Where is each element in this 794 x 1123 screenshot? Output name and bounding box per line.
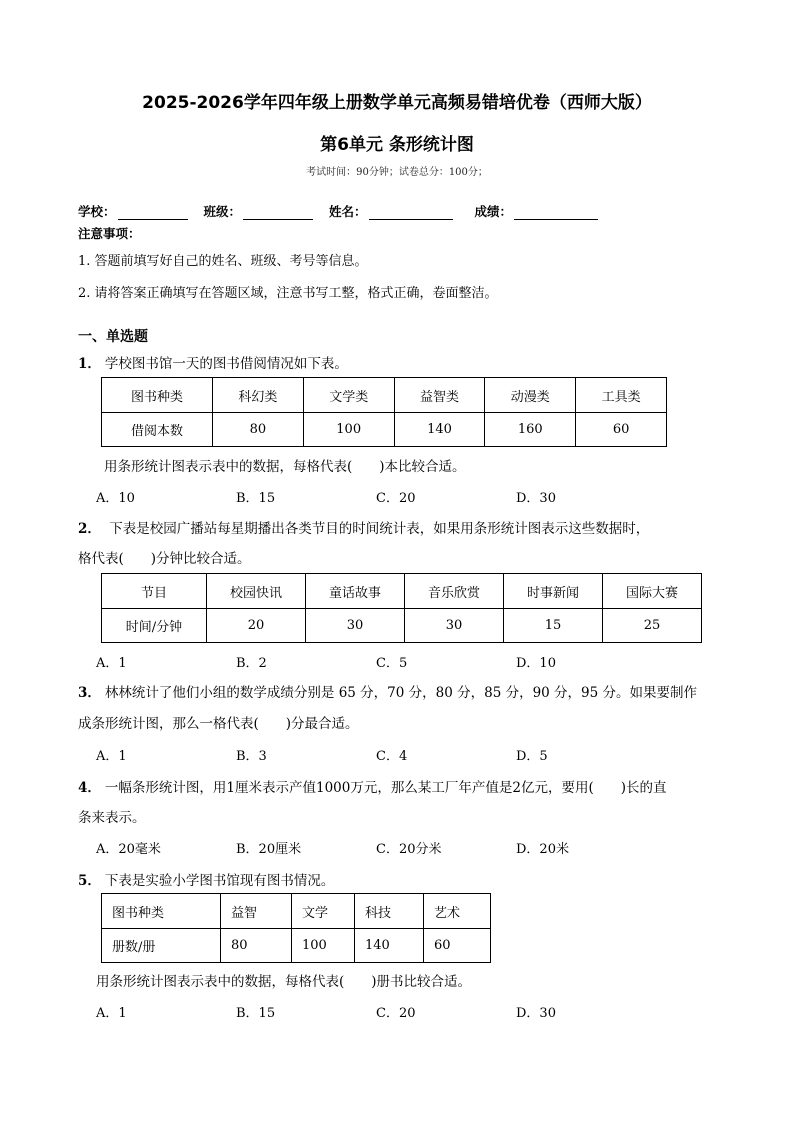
- table-cell: 20: [207, 609, 306, 643]
- table-cell: 艺术: [424, 894, 491, 929]
- name-blank[interactable]: [369, 205, 453, 220]
- table-cell: 校园快讯: [207, 574, 306, 609]
- class-label: 班级：: [203, 204, 242, 219]
- table-cell: 25: [603, 609, 702, 643]
- table-cell: 15: [504, 609, 603, 643]
- table-cell: 文学: [292, 894, 355, 929]
- option-d[interactable]: D．5: [516, 749, 548, 764]
- question-text: 一幅条形统计图，用1厘米表示产值1000万元，那么某工厂年产值是2亿元，要用( )长的直: [104, 780, 667, 796]
- options-row: [96, 838, 656, 857]
- table-cell: 图书种类: [102, 894, 221, 929]
- option-a[interactable]: A．1: [96, 749, 127, 764]
- question-text: 林林统计了他们小组的数学成绩分别是 65 分，70 分，80 分，85 分，90 分，95 分。如果要制作: [104, 685, 698, 701]
- table-cell: 册数/册: [102, 929, 221, 963]
- exam-title: 2025-2026学年四年级上册数学单元高频易错培优卷（西师大版）: [142, 93, 652, 113]
- table-cell: 100: [292, 929, 355, 963]
- option-a[interactable]: A．10: [96, 491, 135, 506]
- section-title: 一、单选题: [78, 329, 148, 345]
- score-label: 成绩：: [474, 204, 513, 219]
- table-cell: 图书种类: [102, 378, 213, 413]
- notice-item: 1. 答题前填写好自己的姓名、班级、考号等信息。: [78, 254, 368, 269]
- option-c[interactable]: C．20: [376, 491, 416, 506]
- option-d[interactable]: D．20米: [516, 842, 569, 857]
- table-cell: 音乐欣赏: [405, 574, 504, 609]
- option-c[interactable]: C．5: [376, 656, 408, 671]
- exam-info: 考试时间：90分钟；试卷总分：100分；: [306, 167, 488, 178]
- option-c[interactable]: C．4: [376, 749, 408, 764]
- class-blank[interactable]: [243, 205, 313, 220]
- option-c[interactable]: C．20: [376, 1006, 416, 1021]
- school-label: 学校：: [78, 204, 116, 219]
- table-cell: 童话故事: [306, 574, 405, 609]
- question-number: 1．: [78, 356, 101, 372]
- table-cell: 140: [394, 413, 485, 447]
- name-label: 姓名：: [329, 204, 367, 219]
- question-1: [78, 352, 348, 372]
- table-cell: 60: [424, 929, 491, 963]
- table-cell: 30: [306, 609, 405, 643]
- table-cell: 时间/分钟: [102, 609, 207, 643]
- question-text: 学校图书馆一天的图书借阅情况如下表。: [104, 356, 348, 372]
- options-row: [96, 1002, 656, 1021]
- question-2-table: [101, 573, 702, 643]
- table-cell: 益智类: [394, 378, 485, 413]
- option-d[interactable]: D．30: [516, 1006, 556, 1021]
- notice-heading: 注意事项：: [78, 226, 141, 241]
- options-row: [96, 652, 656, 671]
- option-b[interactable]: B．3: [236, 749, 267, 764]
- table-cell: 文学类: [303, 378, 394, 413]
- table-cell: 借阅本数: [102, 413, 213, 447]
- option-b[interactable]: B．15: [236, 491, 276, 506]
- table-cell: 80: [213, 413, 304, 447]
- question-text: 下表是校园广播站每星期播出各类节目的时间统计表，如果用条形统计图表示这些数据时，: [104, 521, 650, 537]
- table-cell: 30: [405, 609, 504, 643]
- question-text-cont: 成条形统计图，那么一格代表( )分最合适。: [78, 716, 359, 732]
- question-followup: 用条形统计图表示表中的数据，每格代表( )册书比较合适。: [96, 974, 472, 990]
- question-4: [78, 776, 666, 796]
- table-cell: 100: [303, 413, 394, 447]
- school-blank[interactable]: [118, 205, 188, 220]
- table-cell: 160: [485, 413, 576, 447]
- option-a[interactable]: A．20毫米: [96, 842, 161, 857]
- question-1-table: [101, 377, 667, 447]
- option-c[interactable]: C．20分米: [376, 842, 442, 857]
- table-cell: 动漫类: [485, 378, 576, 413]
- student-info-row: [78, 202, 614, 220]
- question-followup: 用条形统计图表示表中的数据，每格代表( )本比较合适。: [104, 459, 466, 475]
- table-cell: 60: [576, 413, 667, 447]
- question-5: [78, 869, 334, 889]
- option-d[interactable]: D．30: [516, 491, 556, 506]
- question-text-cont: 格代表( )分钟比较合适。: [78, 551, 251, 567]
- question-number: 3．: [78, 685, 101, 701]
- table-cell: 节目: [102, 574, 207, 609]
- question-2: [78, 517, 649, 537]
- table-cell: 益智: [221, 894, 292, 929]
- table-cell: 工具类: [576, 378, 667, 413]
- unit-title: 第6单元 条形统计图: [320, 135, 474, 155]
- score-blank[interactable]: [514, 205, 598, 220]
- table-cell: 时事新闻: [504, 574, 603, 609]
- table-cell: 科技: [355, 894, 424, 929]
- option-d[interactable]: D．10: [516, 656, 556, 671]
- option-b[interactable]: B．2: [236, 656, 267, 671]
- question-number: 2．: [78, 521, 101, 537]
- question-number: 4．: [78, 780, 101, 796]
- option-b[interactable]: B．15: [236, 1006, 276, 1021]
- table-cell: 科幻类: [213, 378, 304, 413]
- table-cell: 80: [221, 929, 292, 963]
- option-a[interactable]: A．1: [96, 656, 127, 671]
- question-text: 下表是实验小学图书馆现有图书情况。: [104, 873, 335, 889]
- options-row: [96, 745, 656, 764]
- question-number: 5．: [78, 873, 101, 889]
- table-cell: 140: [355, 929, 424, 963]
- option-a[interactable]: A．1: [96, 1006, 127, 1021]
- notice-item: 2. 请将答案正确填写在答题区域，注意书写工整，格式正确，卷面整洁。: [78, 286, 498, 301]
- options-row: [96, 487, 656, 506]
- question-3: [78, 681, 697, 701]
- table-cell: 国际大赛: [603, 574, 702, 609]
- question-text-cont: 条来表示。: [78, 810, 146, 826]
- option-b[interactable]: B．20厘米: [236, 842, 302, 857]
- question-5-table: [101, 893, 491, 963]
